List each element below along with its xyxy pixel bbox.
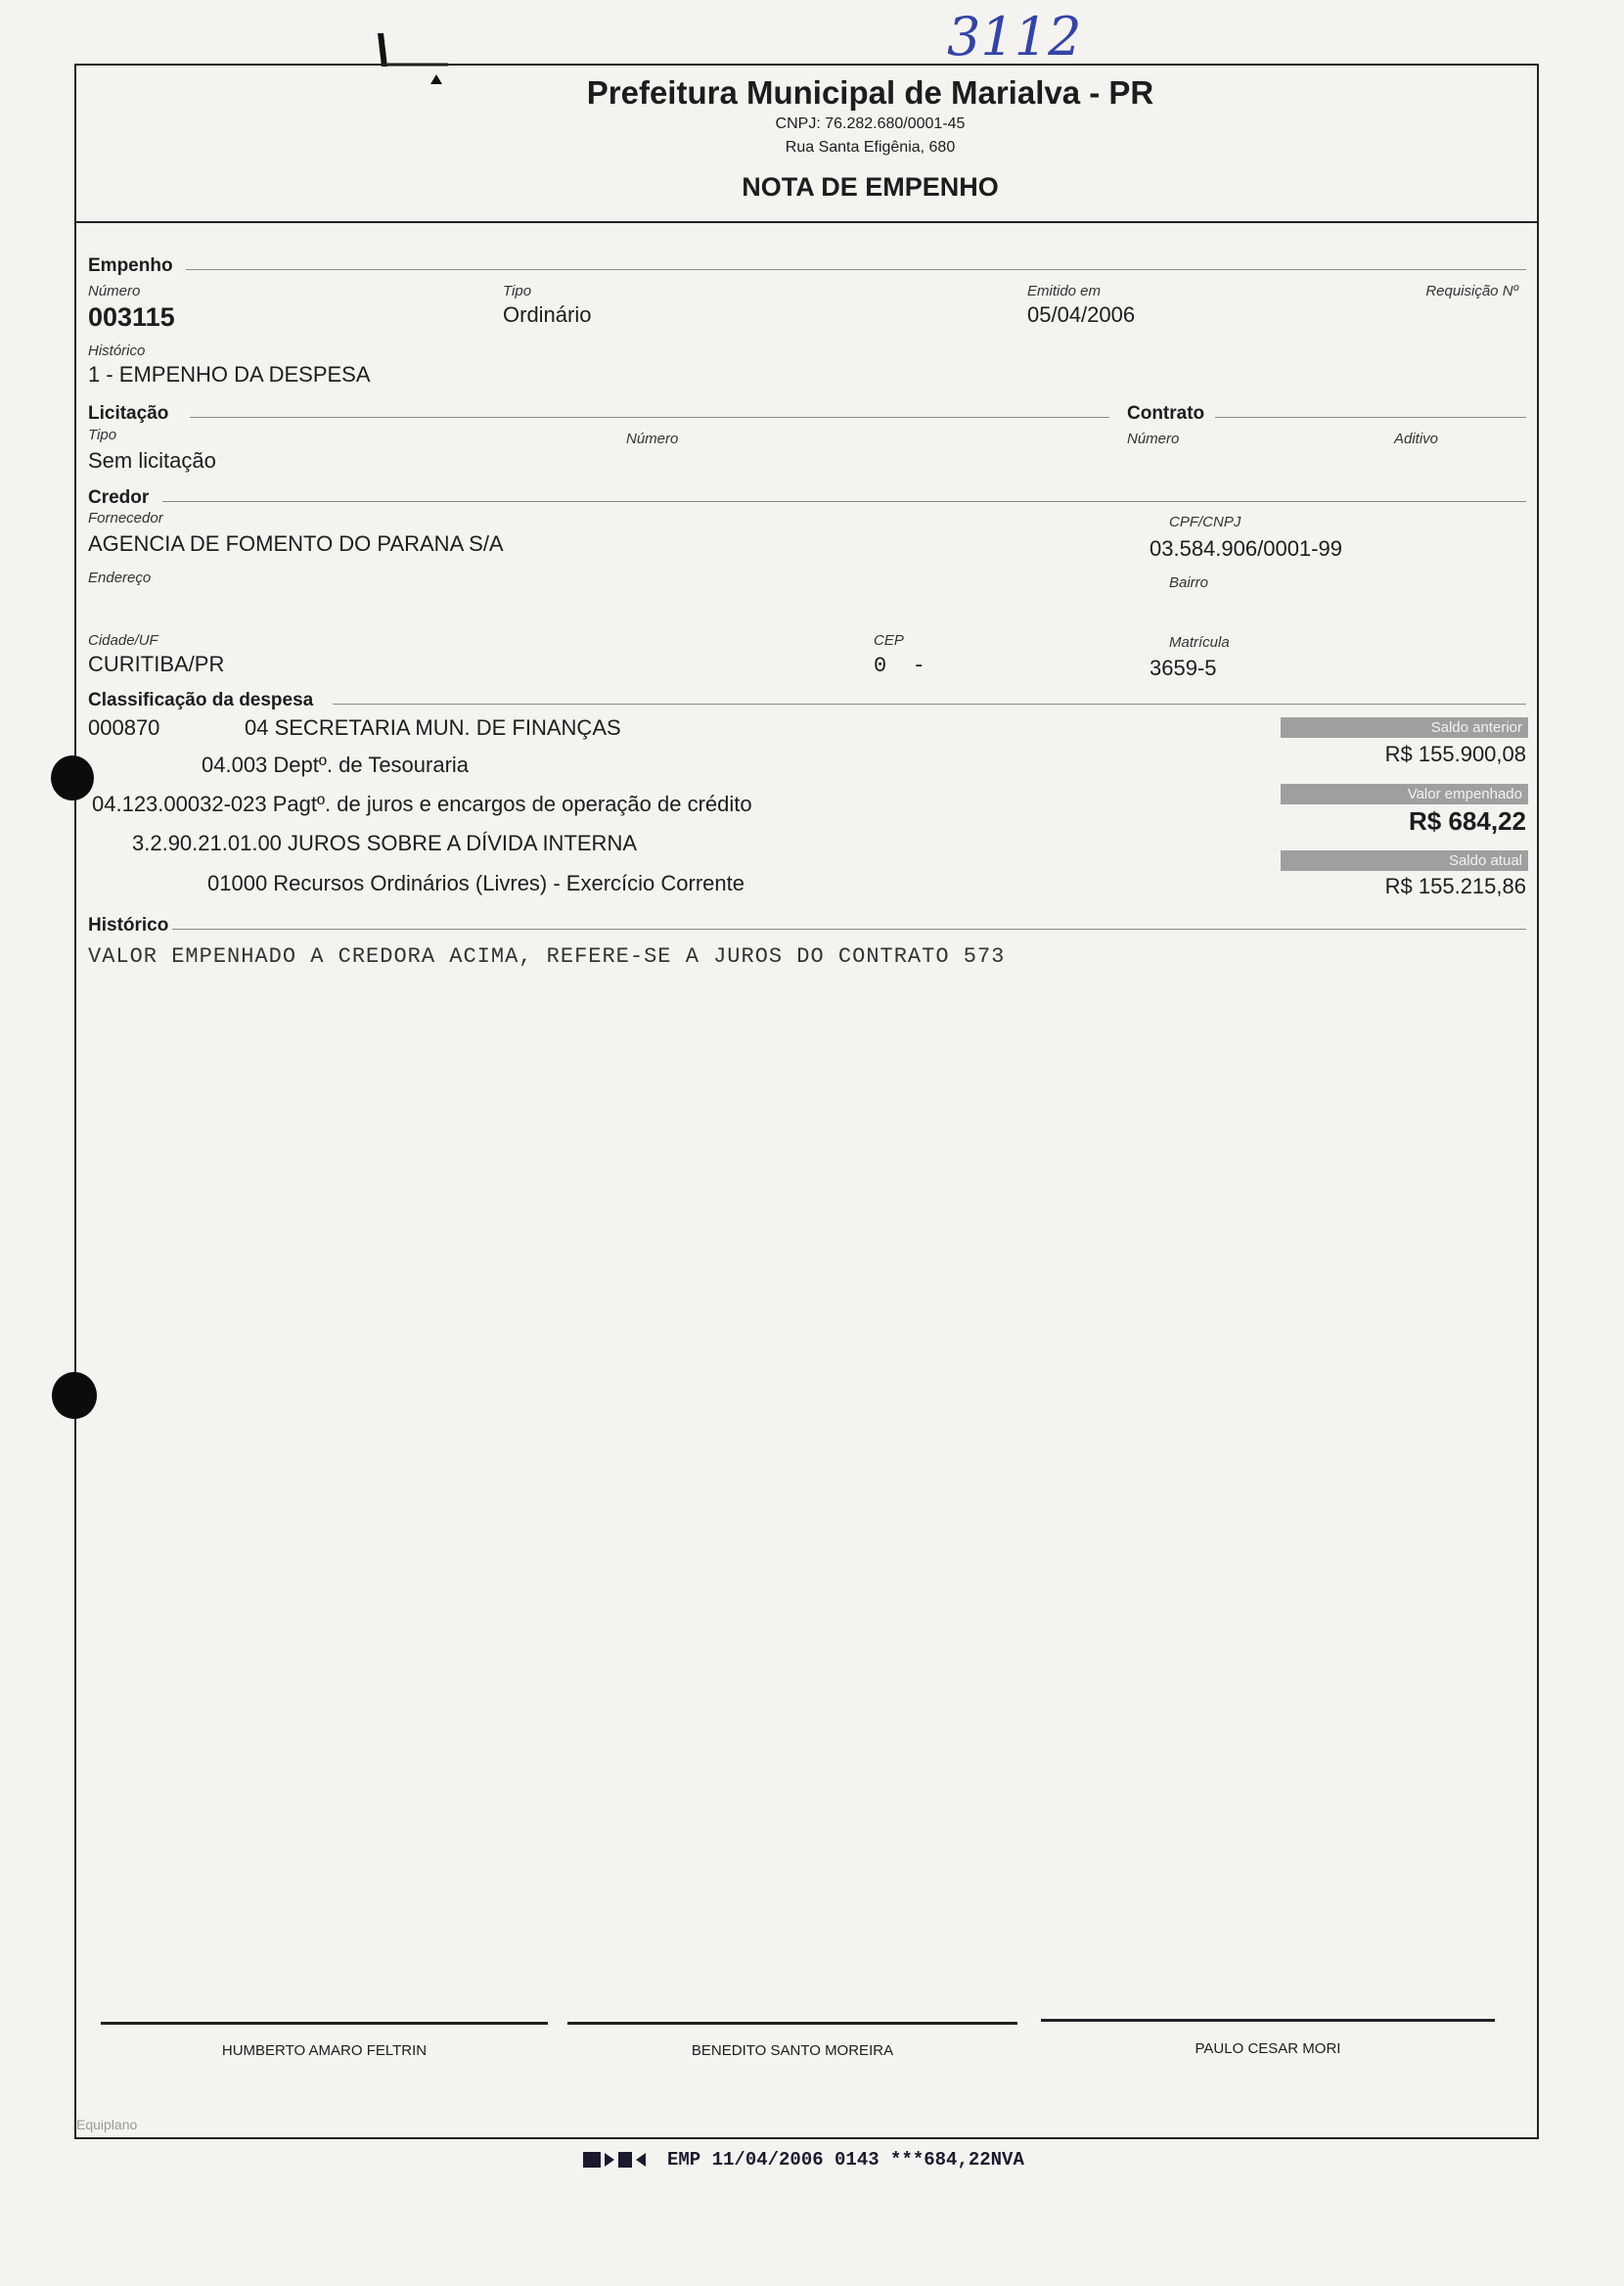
classificacao-orgao: 04 SECRETARIA MUN. DE FINANÇAS <box>245 715 621 740</box>
historico-label: Histórico <box>88 343 146 359</box>
section-empenho: Empenho <box>88 255 173 276</box>
classificacao-funcional: 04.123.00032-023 Pagtº. de juros e encargos de operação de crédito <box>92 792 752 816</box>
bank-authentication-stamp: EMP 11/04/2006 0143 ***684,22NVA <box>667 2149 1024 2171</box>
saldo-atual-value: R$ 155.215,86 <box>1384 874 1526 898</box>
tipo-label: Tipo <box>503 283 532 299</box>
section-classificacao: Classificação da despesa <box>88 690 314 710</box>
cpf-label: CPF/CNPJ <box>1169 514 1241 530</box>
empenho-tipo: Ordinário <box>503 302 592 327</box>
section-contrato: Contrato <box>1127 403 1205 424</box>
licitacao-tipo-label: Tipo <box>88 427 117 443</box>
empenho-emitido: 05/04/2006 <box>1027 302 1136 327</box>
endereco-label: Endereço <box>88 570 152 586</box>
saldo-anterior-label: Saldo anterior <box>1281 717 1528 738</box>
cidade-label: Cidade/UF <box>88 632 158 649</box>
credor-matricula: 3659-5 <box>1150 656 1217 680</box>
punch-hole-top <box>51 755 94 800</box>
contrato-aditivo-label: Aditivo <box>1394 431 1439 447</box>
handwritten-number: 3112 <box>947 6 1082 68</box>
classificacao-unidade: 04.003 Deptº. de Tesouraria <box>202 753 470 777</box>
valor-empenhado-label: Valor empenhado <box>1281 784 1528 804</box>
licitacao-tipo: Sem licitação <box>88 448 216 473</box>
contrato-numero-label: Número <box>1127 431 1180 447</box>
saldo-atual-label: Saldo atual <box>1281 850 1528 871</box>
empenho-numero: 003115 <box>88 302 175 332</box>
classificacao-elemento: 3.2.90.21.01.00 JUROS SOBRE A DÍVIDA INTERNA <box>132 831 638 855</box>
credor-cidade: CURITIBA/PR <box>88 652 225 676</box>
signature-name-3: PAULO CESAR MORI <box>1195 2040 1341 2057</box>
section-licitacao: Licitação <box>88 403 169 424</box>
cep-label: CEP <box>874 632 904 649</box>
empenho-historico: 1 - EMPENHO DA DESPESA <box>88 362 371 387</box>
licitacao-numero-label: Número <box>626 431 679 447</box>
bank-stamp-icon <box>583 2149 654 2171</box>
cnpj-text: CNPJ: 76.282.680/0001-45 <box>775 115 966 132</box>
document-title: NOTA DE EMPENHO <box>742 172 999 202</box>
section-historico: Histórico <box>88 915 169 936</box>
signature-name-2: BENEDITO SANTO MOREIRA <box>691 2042 894 2059</box>
numero-label: Número <box>88 283 141 299</box>
valor-empenhado-value: R$ 684,22 <box>1409 806 1526 836</box>
classificacao-codigo: 000870 <box>88 715 160 740</box>
credor-cpf: 03.584.906/0001-99 <box>1150 536 1342 561</box>
credor-fornecedor: AGENCIA DE FOMENTO DO PARANA S/A <box>88 531 504 556</box>
page-title: Prefeitura Municipal de Marialva - PR <box>586 74 1154 111</box>
software-label: Equiplano <box>76 2117 138 2132</box>
signature-name-1: HUMBERTO AMARO FELTRIN <box>221 2042 428 2059</box>
credor-cep: 0 - <box>874 654 925 678</box>
punch-hole-bottom <box>52 1372 97 1419</box>
bairro-label: Bairro <box>1169 574 1209 591</box>
requisicao-label: Requisição Nº <box>1425 283 1518 299</box>
historico-text: VALOR EMPENHADO A CREDORA ACIMA, REFERE-SE A JUROS DO CONTRATO 573 <box>88 944 1006 969</box>
classificacao-recurso: 01000 Recursos Ordinários (Livres) - Exercício Corrente <box>207 871 744 895</box>
emitido-label: Emitido em <box>1027 283 1102 299</box>
fornecedor-label: Fornecedor <box>88 510 163 526</box>
section-credor: Credor <box>88 487 150 508</box>
matricula-label: Matrícula <box>1169 634 1230 651</box>
address-text: Rua Santa Efigênia, 680 <box>785 139 956 156</box>
saldo-anterior-value: R$ 155.900,08 <box>1384 742 1526 766</box>
